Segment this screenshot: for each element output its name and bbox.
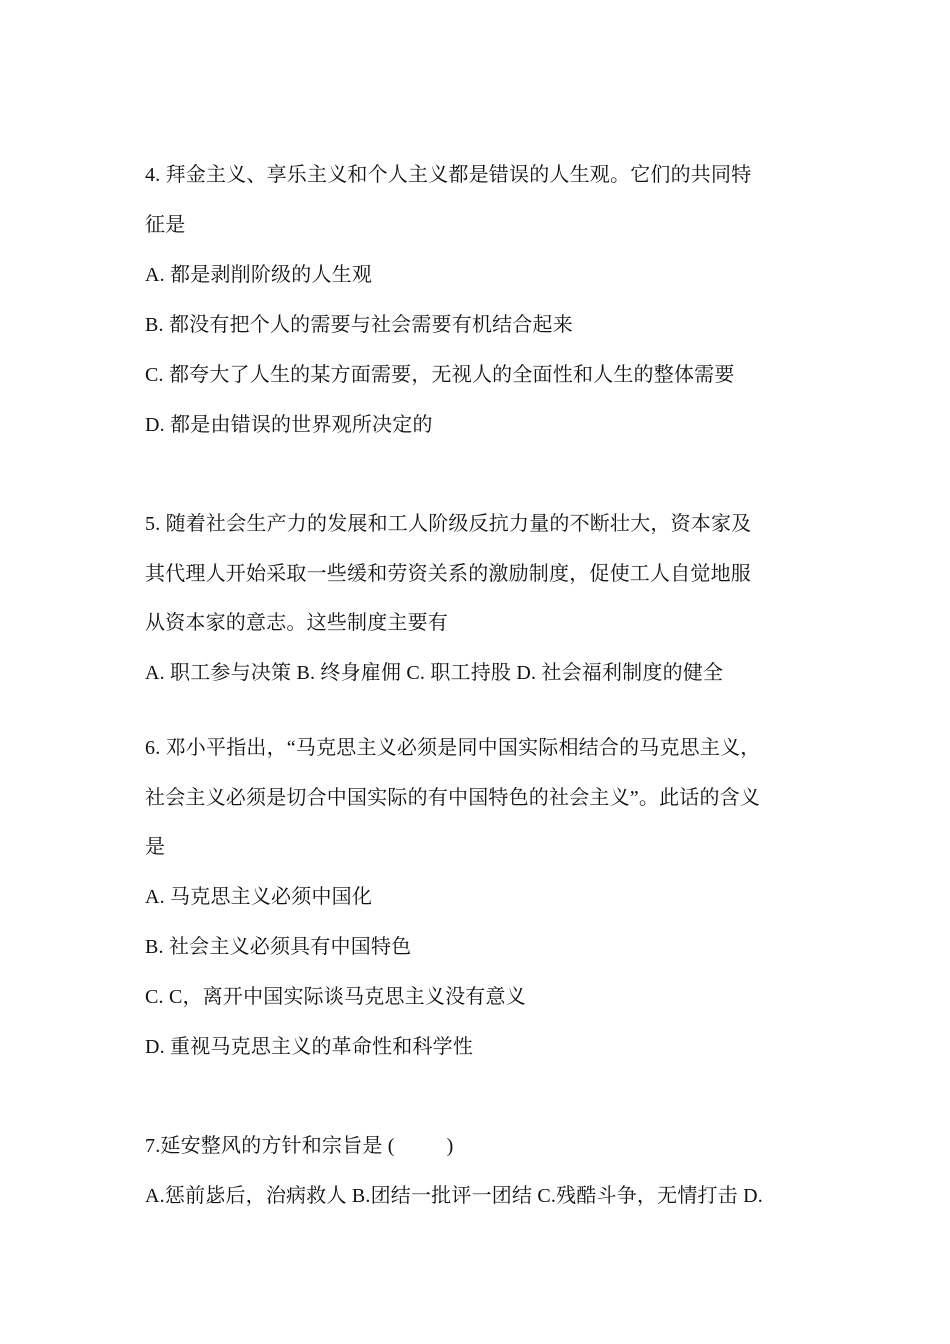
question-4-option-a: A. 都是剥削阶级的人生观 <box>145 264 373 286</box>
question-4-option-d: D. 都是由错误的世界观所决定的 <box>145 414 433 436</box>
question-6-option-d: D. 重视马克思主义的革命性和科学性 <box>145 1036 474 1058</box>
question-7-options: A.惩前毖后，治病救人 B.团结一批评一团结 C.残酷斗争，无情打击 D. <box>145 1185 763 1207</box>
question-7-stem: 7.延安整风的方针和宗旨是 ( ) <box>145 1135 454 1157</box>
question-6-stem-line-1: 6. 邓小平指出，“马克思主义必须是同中国实际相结合的马克思主义， <box>145 737 761 759</box>
question-4-option-c: C. 都夸大了人生的某方面需要，无视人的全面性和人生的整体需要 <box>145 364 735 386</box>
question-6-stem-line-3: 是 <box>145 836 166 858</box>
question-6-option-b: B. 社会主义必须具有中国特色 <box>145 936 412 958</box>
question-4-stem-line-2: 征是 <box>145 214 186 236</box>
question-4-option-b: B. 都没有把个人的需要与社会需要有机结合起来 <box>145 314 573 336</box>
question-5-stem-line-2: 其代理人开始采取一些缓和劳资关系的激励制度，促使工人自觉地服 <box>145 563 751 585</box>
question-4-stem-line-1: 4. 拜金主义、享乐主义和个人主义都是错误的人生观。它们的共同特 <box>145 164 752 186</box>
question-6-stem-line-2: 社会主义必须是切合中国实际的有中国特色的社会主义”。此话的含义 <box>145 787 761 809</box>
question-6-option-c: C. C，离开中国实际谈马克思主义没有意义 <box>145 986 526 1008</box>
question-6-option-a: A. 马克思主义必须中国化 <box>145 886 373 908</box>
question-5-stem-line-1: 5. 随着社会生产力的发展和工人阶级反抗力量的不断壮大，资本家及 <box>145 513 752 535</box>
question-5-options: A. 职工参与决策 B. 终身雇佣 C. 职工持股 D. 社会福利制度的健全 <box>145 662 724 684</box>
question-5-stem-line-3: 从资本家的意志。这些制度主要有 <box>145 612 448 634</box>
